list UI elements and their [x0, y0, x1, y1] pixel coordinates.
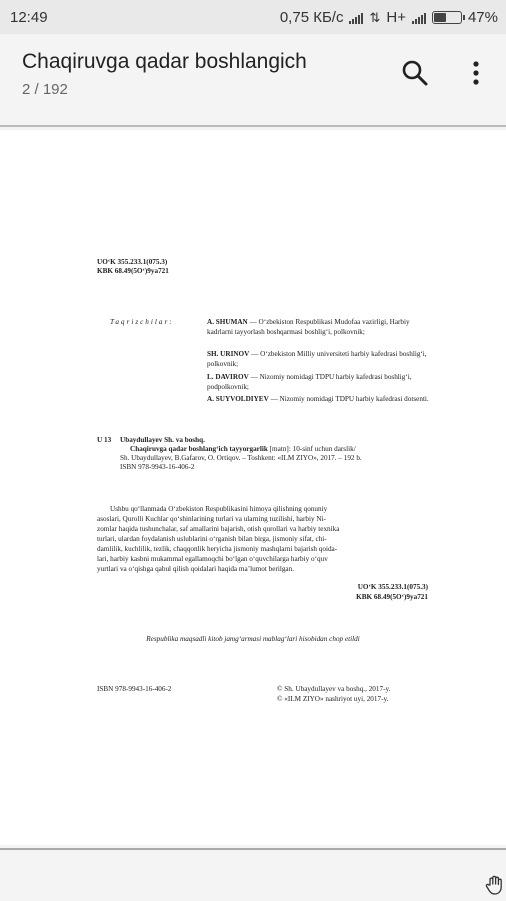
- wifi-signal-icon: [349, 12, 363, 24]
- catalog-descriptor: [matn]: 10-sinf uchun darslik/: [267, 445, 356, 453]
- search-icon: [398, 56, 432, 90]
- reviewer-name: A. SHUMAN: [207, 318, 248, 326]
- battery-icon: [432, 11, 462, 24]
- hand-icon: [484, 874, 506, 896]
- abstract-line: lari, harbiy kasbni mukammal egallamoqchi bo‘lgan o‘quvchilarga harbiy o‘quv: [97, 555, 328, 563]
- reviewer-text: — Nizomiy nomidagi TDPU harbiy kafedrasi dotsenti.: [270, 395, 429, 403]
- reviewer-text: — Nizomiy nomidagi TDPU harbiy kafedrasi boshlig‘i, podpolkovnik;: [207, 373, 412, 391]
- copyright-2: © «ILM ZIYO» nashriyot uyi, 2017-y.: [277, 695, 389, 703]
- catalog-title: Chaqiruvga qadar boshlang‘ich tayyorgarlik: [130, 445, 268, 453]
- reviewer-name: A. SUYVOLDIYEV: [207, 395, 269, 403]
- overflow-menu-button[interactable]: [462, 56, 490, 90]
- kbk-bottom: KBK 68.49(5O‘)9ya721: [356, 593, 428, 601]
- reviewer-4: [207, 395, 429, 405]
- abstract-line: turlari, ulardan foydalanish uslublarini o‘rganish bilan birga, jismoniy sifat, chi-: [97, 535, 327, 543]
- cell-signal-icon: [412, 12, 426, 24]
- publish-note: Respublika maqsadli kitob jamg‘armasi mablag‘lari hisobidan chop etildi: [146, 635, 360, 643]
- catalog-isbn: ISBN 978-9943-16-406-2: [120, 463, 195, 471]
- search-button[interactable]: [398, 56, 432, 90]
- bottom-divider: [0, 848, 506, 850]
- abstract-line: Ushbu qo‘llanmada O‘zbekiston Respublikasini himoya qilishning qonuniy: [110, 505, 328, 513]
- reviewer-name: L. DAVIROV: [207, 373, 249, 381]
- status-time: 12:49: [10, 9, 48, 26]
- catalog-code: U 13: [97, 436, 112, 444]
- reviewer-3: [207, 373, 429, 392]
- document-page[interactable]: [0, 130, 506, 845]
- reviewer-text: — O‘zbekiston Milliy universiteti harbiy kafedrasi boshlig‘i, polkovnik;: [207, 350, 427, 368]
- reviewer-text: — O‘zbekiston Respublikasi Mudofaa vazirligi, Harbiy kadrlarni tayyorlash boshqarmasi boshlig‘i, polkovnik;: [207, 318, 410, 336]
- reviewer-1: [207, 318, 429, 337]
- network-speed: 0,75 КБ/с: [279, 9, 344, 26]
- udk-bottom: UO‘K 355.233.1(075.3): [357, 583, 428, 591]
- reviewer-2: [207, 350, 429, 369]
- udk-top: UO‘K 355.233.1(075.3): [97, 258, 168, 266]
- isbn-footer: ISBN 978-9943-16-406-2: [97, 685, 172, 693]
- more-vert-icon: [462, 56, 490, 90]
- data-transfer-icon: ⇅: [369, 9, 381, 25]
- abstract-line: yurtlari va o‘qishga qabul qilish qoidalari haqida ma’lumot berilgan.: [97, 565, 295, 573]
- reviewer-name: SH. URINOV: [207, 350, 250, 358]
- pan-tool-button[interactable]: [484, 874, 506, 896]
- network-type: H+: [386, 9, 406, 26]
- page-indicator: 2 / 192: [22, 81, 68, 98]
- status-indicators: [280, 9, 498, 26]
- abstract-line: asoslari, Qurolli Kuchlar qo‘shinlarining turlari va ularning tuzilishi, harbiy Ni-: [97, 515, 326, 523]
- copyright-1: © Sh. Ubaydullayev va boshq., 2017-y.: [277, 685, 391, 693]
- reviewers-label: Taqrizchilar:: [110, 318, 174, 326]
- catalog-author: Ubaydullayev Sh. va boshq.: [120, 436, 205, 444]
- kbk-top: KBK 68.49(5O‘)9ya721: [97, 267, 169, 275]
- catalog-line-2: Sh. Ubaydullayev, B.Gafarov, O. Ortiqov. – Toshkent: «ILM ZIYO», 2017. – 192 b.: [120, 454, 362, 462]
- abstract-line: damlilik, kuchlilik, tezlik, chaqqonlik heryicha jismoniy mashqlarni bajarish qoida-: [97, 545, 338, 553]
- document-title: Chaqiruvga qadar boshlangich: [22, 50, 307, 73]
- status-bar: [0, 0, 506, 34]
- header-divider: [0, 125, 506, 127]
- app-bar: [0, 34, 506, 120]
- abstract-line: zomlar haqida tushunchalar, saf amallarini bajarish, otish qurollari va harbiy texnika: [97, 525, 340, 533]
- battery-percent: 47%: [467, 9, 498, 26]
